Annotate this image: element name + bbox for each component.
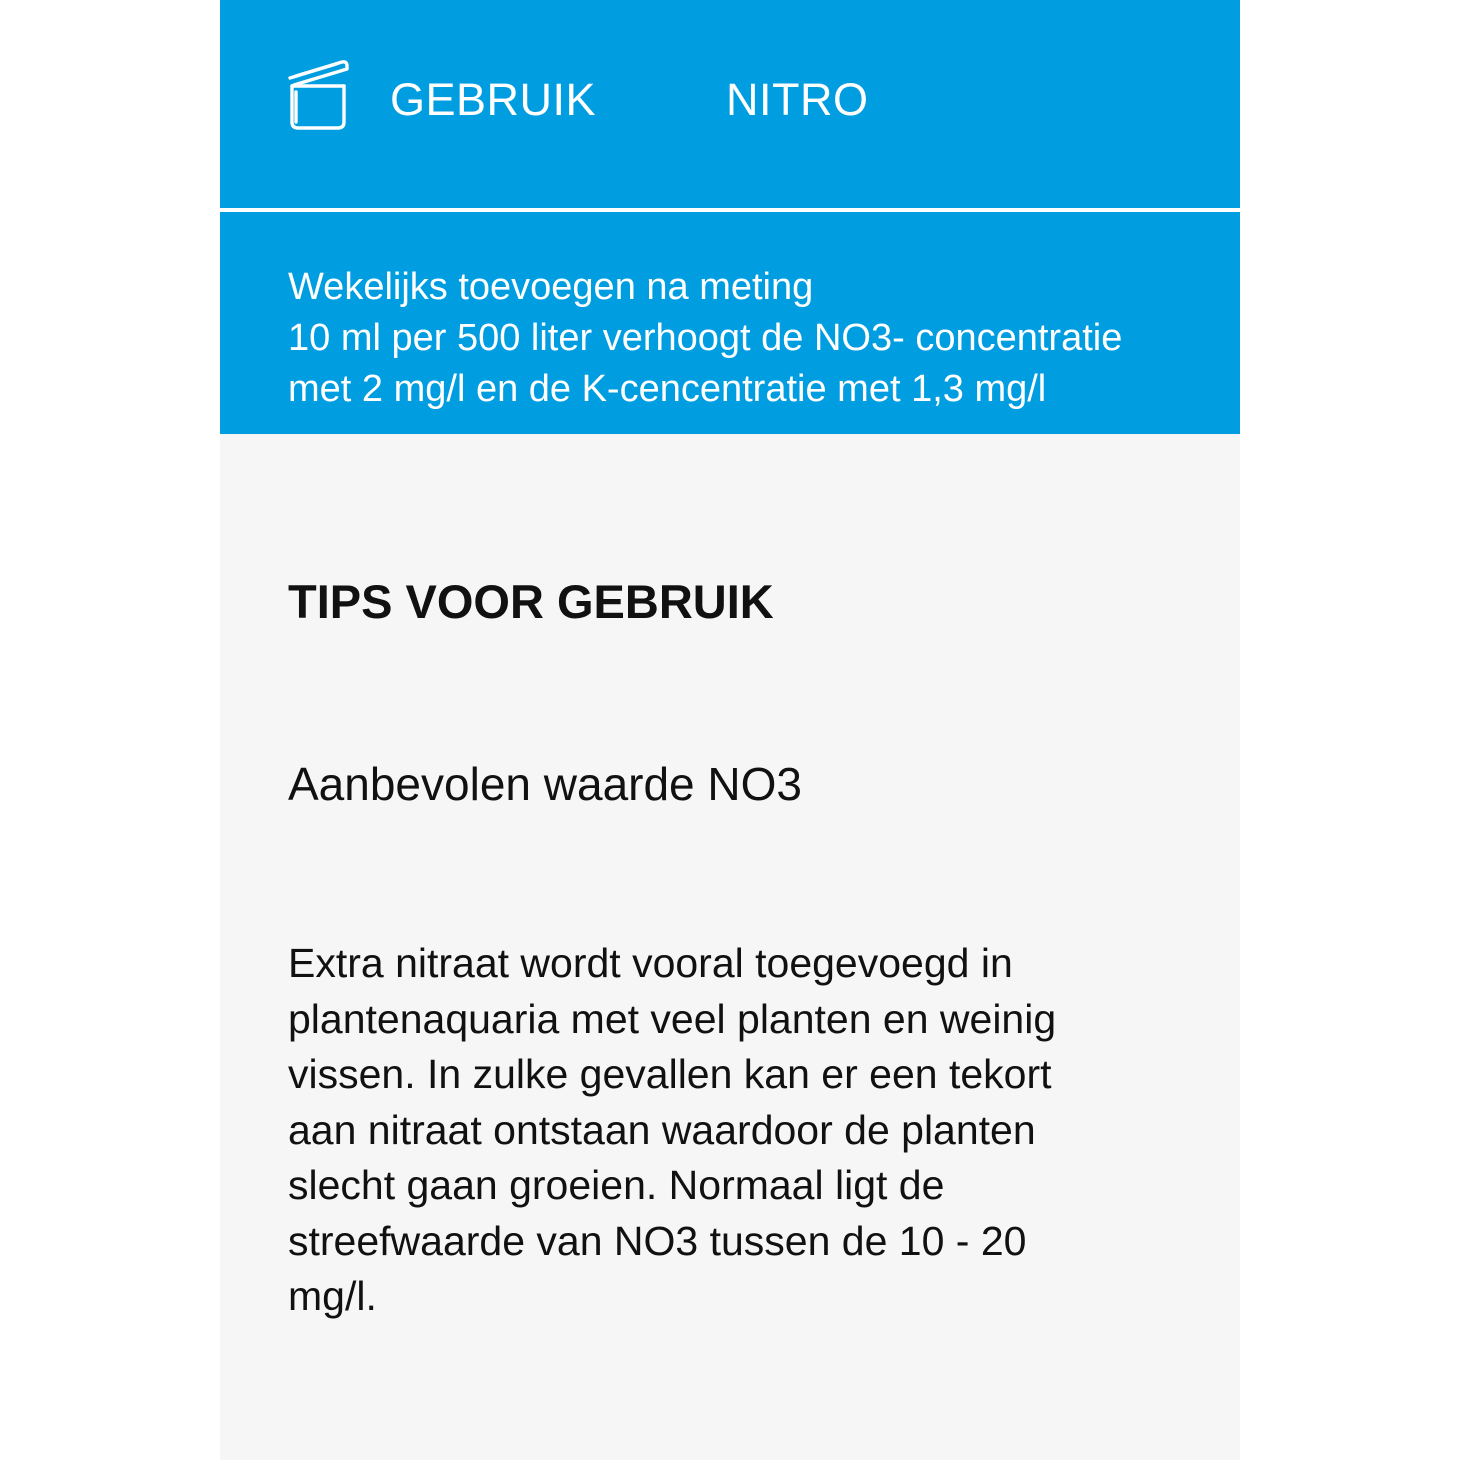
usage-line: 10 ml per 500 liter verhoogt de NO3- concentratie — [288, 317, 1123, 359]
tips-heading: TIPS VOOR GEBRUIK — [288, 575, 774, 628]
tips-line: slecht gaan groeien. Normaal ligt de — [288, 1162, 945, 1208]
header-bar — [220, 0, 1240, 208]
product-info-card — [220, 0, 1240, 1460]
usage-instructions — [288, 262, 1228, 415]
tips-line: vissen. In zulke gevallen kan er een tekort — [288, 1051, 1052, 1097]
tips-line: aan nitraat ontstaan waardoor de planten — [288, 1106, 1036, 1153]
tips-line: Extra nitraat wordt vooral toegevoegd in — [288, 940, 1013, 986]
tips-line: streefwaarde van NO3 tussen de 10 - 20 — [288, 1217, 1027, 1264]
usage-label: GEBRUIK — [390, 74, 597, 125]
usage-line: met 2 mg/l en de K-cencentratie met 1,3 mg/l — [288, 368, 1047, 410]
tips-paragraph — [288, 936, 1188, 1325]
product-name: NITRO — [726, 74, 869, 125]
recommended-value-title: Aanbevolen waarde NO3 — [288, 758, 802, 810]
jar-icon — [286, 56, 350, 132]
tips-line: mg/l. — [288, 1273, 377, 1319]
usage-line: Wekelijks toevoegen na meting — [288, 266, 814, 308]
tips-line: plantenaquaria met veel planten en weinig — [288, 995, 1057, 1042]
